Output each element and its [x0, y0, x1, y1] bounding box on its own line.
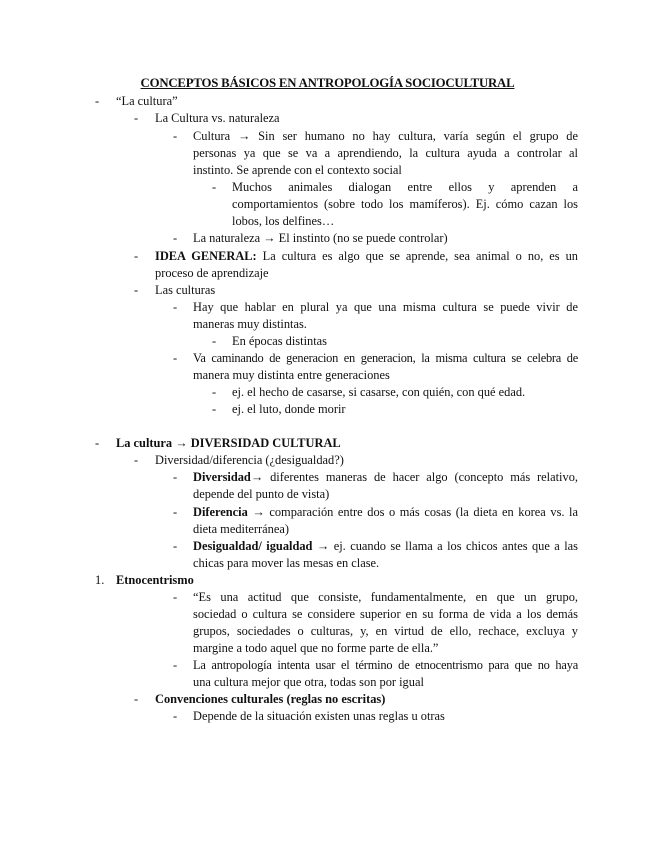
dash-bullet: -: [173, 590, 178, 604]
dash-bullet: -: [173, 470, 178, 484]
dash-bullet: -: [212, 385, 217, 399]
section-heading-la-cultura: “La cultura”: [116, 94, 178, 108]
text-line: En épocas distintas: [232, 334, 327, 348]
text-line: lobos, los delfines…: [232, 214, 335, 228]
text-line: manera muy distinta entre generaciones: [193, 368, 390, 382]
dash-bullet: -: [212, 402, 217, 416]
subheading-convenciones-culturales: Convenciones culturales (reglas no escritas): [155, 692, 386, 706]
dash-bullet: -: [134, 692, 139, 706]
bold-label-idea-general: IDEA GENERAL:: [155, 249, 257, 263]
dash-bullet: -: [173, 505, 178, 519]
text-line: margine a todo aquel que no forme parte de ella.”: [193, 641, 439, 655]
dash-bullet: -: [173, 351, 178, 365]
text-line: chicas para mover las mesas en clase.: [193, 556, 380, 570]
text-line: Depende de la situación existen unas reglas u otras: [193, 709, 445, 723]
text-line-diversidad: [193, 469, 578, 486]
text-line: ej. el luto, donde morir: [232, 402, 346, 416]
text-line-diferencia: [193, 504, 578, 521]
dash-bullet: -: [173, 129, 178, 143]
text-line: una cultura mejor que otra, todas son por igual: [193, 675, 424, 689]
dash-bullet: -: [173, 231, 178, 245]
text-line: depende del punto de vista): [193, 487, 330, 501]
text-line: instinto. Se aprende con el contexto social: [193, 163, 402, 177]
text-line: maneras muy distintas.: [193, 317, 307, 331]
dash-bullet: -: [134, 453, 139, 467]
dash-bullet: -: [95, 94, 100, 108]
dash-bullet: -: [173, 539, 178, 553]
dash-bullet: -: [134, 111, 139, 125]
bold-term-diferencia: Diferencia: [193, 505, 248, 519]
subheading-cultura-vs-naturaleza: La Cultura vs. naturaleza: [155, 111, 280, 125]
text-line: Va caminando de generacion en generacion, la misma cultura se celebra de: [193, 351, 578, 365]
text-line: dieta mediterránea): [193, 522, 289, 536]
bold-term-diversidad: Diversidad: [193, 470, 251, 484]
section-heading-diversidad-cultural: La cultura → DIVERSIDAD CULTURAL: [116, 436, 341, 450]
dash-bullet: -: [173, 658, 178, 672]
text-run: La cultura es algo que se aprende, sea animal o no, es un: [256, 249, 578, 263]
dash-bullet: -: [173, 709, 178, 723]
text-line: La naturaleza → El instinto (no se puede controlar): [193, 231, 448, 245]
text-line: personas ya que se va a aprendiendo, la cultura ayuda a controlar al: [193, 146, 578, 160]
text-line-desigualdad: [193, 538, 578, 555]
bold-term-desigualdad: Desigualdad/ igualdad: [193, 539, 313, 553]
dash-bullet: -: [212, 180, 217, 194]
text-line: comportamientos (sobre todo los mamíferos). Ej. cómo cazan los: [232, 197, 578, 211]
subheading-diversidad-diferencia: Diversidad/diferencia (¿desigualdad?): [155, 453, 344, 467]
text-run: → diferentes maneras de hacer algo (concepto más relativo,: [250, 470, 578, 484]
dash-bullet: -: [95, 436, 100, 450]
text-line: La antropología intenta usar el término de etnocentrismo para que no haya: [193, 658, 578, 672]
text-run: → comparación entre dos o más cosas (la dieta en korea vs. la: [247, 505, 578, 519]
dash-bullet: -: [134, 249, 139, 263]
text-line: grupos, sociedades o culturas, y, en virtud de ello, rechace, excluya y: [193, 624, 578, 638]
text-line: ej. el hecho de casarse, si casarse, con quién, con qué edad.: [232, 385, 526, 399]
subheading-las-culturas: Las culturas: [155, 283, 216, 297]
dash-bullet: -: [212, 334, 217, 348]
dash-bullet: -: [173, 300, 178, 314]
text-line: sociedad o cultura se considere superior en su forma de vida a los demás: [193, 607, 578, 621]
section-heading-etnocentrismo: Etnocentrismo: [116, 573, 194, 587]
text-line: “Es una actitud que consiste, fundamentalmente, en que un grupo,: [193, 590, 578, 604]
document-title: CONCEPTOS BÁSICOS EN ANTROPOLOGÍA SOCIOCULTURAL: [140, 76, 515, 90]
text-line: Muchos animales dialogan entre ellos y aprenden a: [232, 180, 578, 194]
text-run: → ej. cuando se llama a los chicos antes que a las: [312, 539, 579, 553]
text-line: proceso de aprendizaje: [155, 266, 269, 280]
number-marker: 1.: [95, 573, 105, 587]
text-line-idea-general: [155, 248, 578, 265]
dash-bullet: -: [134, 283, 139, 297]
text-line: Hay que hablar en plural ya que una misma cultura se puede vivir de: [193, 300, 578, 314]
text-line: Cultura → Sin ser humano no hay cultura, varía según el grupo de: [193, 129, 578, 143]
